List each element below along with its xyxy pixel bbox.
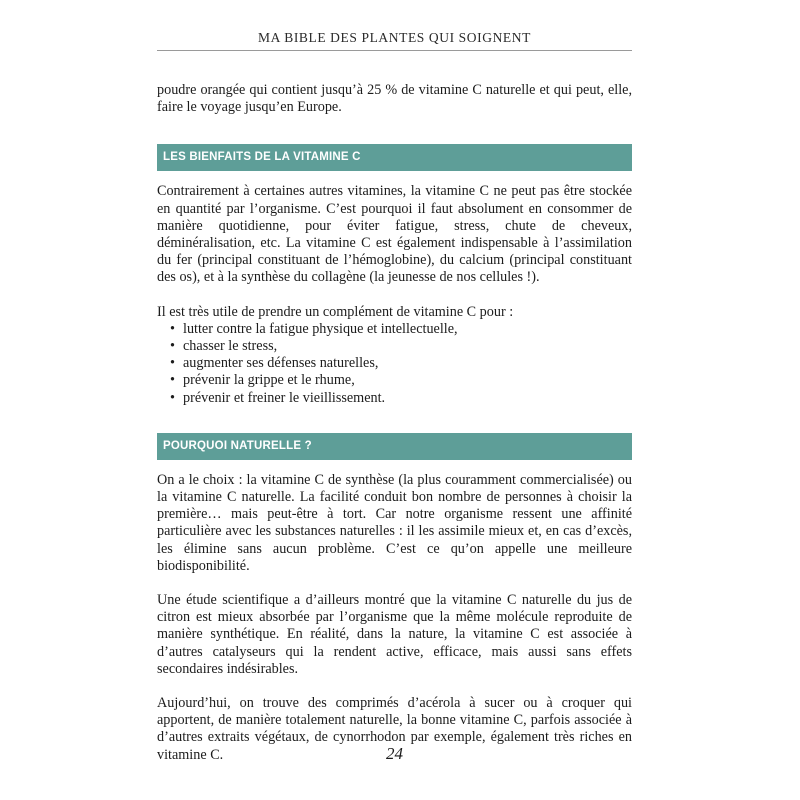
list-item-text: prévenir la grippe et le rhume,	[183, 372, 355, 389]
page-content	[157, 82, 632, 764]
list-item-text: prévenir et freiner le vieillissement.	[183, 389, 386, 406]
header-rule	[157, 50, 632, 51]
bullet-icon: •	[170, 355, 175, 372]
bullet-icon: •	[170, 320, 175, 337]
list-item	[157, 390, 632, 407]
naturelle-paragraph-2: Une étude scientifique a d’ailleurs montré que la vitamine C naturelle du jus de citron est mieux absorbée par l’organisme que la même molécule reproduite de manière synthétique. En réalité, dans la nature, la vitamine C est associée à d’autres catalyseurs qui la rendent active, efficace, mais aussi sans effets secondaires indésirables.	[157, 592, 632, 677]
intro-paragraph: poudre orangée qui contient jusqu’à 25 % de vitamine C naturelle et qui peut, elle, faire le voyage jusqu’en Europe.	[157, 82, 632, 116]
list-item-text: chasser le stress,	[183, 338, 278, 355]
list-item	[157, 321, 632, 338]
bullet-icon: •	[170, 389, 175, 406]
list-item	[157, 338, 632, 355]
naturelle-paragraph-1: On a le choix : la vitamine C de synthèse (la plus couramment commercialisée) ou la vitamine C naturelle. La facilité conduit bon nombre de personnes à choisir la première… mais peut-être à tort. Car notre organisme ressent une affinité particulière avec les substances naturelles : il les assimile mieux et, en cas d’excès, les élimine sans aucun problème. C’est ce qu’on appelle une meilleure biodisponibilité.	[157, 471, 632, 574]
bullet-icon: •	[170, 372, 175, 389]
naturelle-paragraph-3: Aujourd’hui, on trouve des comprimés d’acérola à sucer ou à croquer qui apportent, de manière totalement naturelle, la bonne vitamine C, parfois associée à d’autres extraits végétaux, de cynorrhodon par exemple, également très riches en vitamine C.	[157, 695, 632, 763]
list-item	[157, 355, 632, 372]
list-item-text: lutter contre la fatigue physique et intellectuelle,	[183, 320, 458, 337]
list-item-text: augmenter ses défenses naturelles,	[183, 355, 379, 372]
benefits-list	[157, 321, 632, 407]
list-item	[157, 372, 632, 389]
bienfaits-paragraph-1: Contrairement à certaines autres vitamines, la vitamine C ne peut pas être stockée en quantité par l’organisme. C’est pourquoi il faut absolument en consommer de manière quotidienne, pour éviter fatigue, stress, chute de cheveux, déminéralisation, etc. La vitamine C est également indispensable à l’assimilation du fer (principal constituant de l’hémoglobine), du calcium (principal constituant des os), et à la synthèse du collagène (la jeunesse de nos cellules !).	[157, 183, 632, 286]
bienfaits-paragraph-2: Il est très utile de prendre un complément de vitamine C pour :	[157, 303, 514, 320]
running-header-title: MA BIBLE DES PLANTES QUI SOIGNENT	[258, 30, 531, 45]
section-heading-bienfaits: LES BIENFAITS DE LA VITAMINE C	[157, 144, 632, 171]
page-number: 24	[386, 744, 403, 763]
section-heading-naturelle: POURQUOI NATURELLE ?	[157, 433, 632, 460]
bullet-icon: •	[170, 338, 175, 355]
